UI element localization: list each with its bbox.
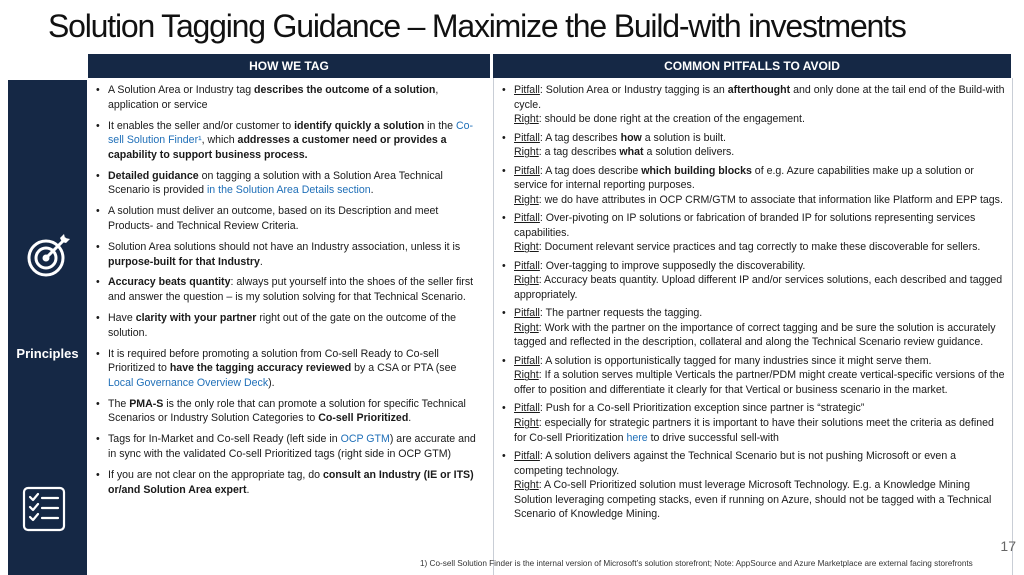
ocp-gtm-link[interactable]: OCP GTM bbox=[340, 433, 390, 446]
list-item: • Pitfall: Push for a Co-sell Prioritization exception since partner is “strategic” Right: especially for strategic partners it is important to have their solutions meet the criteria as defined for Co-sell Prioritization here to drive successful sell-with bbox=[514, 401, 1012, 445]
local-governance-deck-link[interactable]: Local Governance Overview Deck bbox=[108, 376, 269, 389]
list-item: • A solution must deliver an outcome, based on its Description and meet Products- and Technical Review Criteria. bbox=[108, 204, 488, 233]
page-title: Solution Tagging Guidance – Maximize the Build-with investments bbox=[48, 8, 906, 44]
list-item: • The PMA-S is the only role that can promote a solution for specific Technical Scenarios or Industry Solution Categories to Co-sell Prioritized. bbox=[108, 397, 488, 426]
list-item: • Tags for In-Market and Co-sell Ready (left side in OCP GTM) are accurate and in sync with the validated Co-sell Prioritized tags (right side in OCP GTM) bbox=[108, 432, 488, 461]
how-we-tag-column bbox=[88, 78, 488, 575]
checklist-icon bbox=[22, 486, 70, 532]
header-how-we-tag: HOW WE TAG bbox=[88, 54, 490, 78]
page-number: 17 bbox=[1000, 538, 1016, 554]
principles-label: Principles bbox=[16, 346, 79, 361]
prioritization-criteria-link[interactable]: here bbox=[626, 431, 648, 444]
list-item: • Pitfall: Over-tagging to improve supposedly the discoverability. Right: Accuracy beats quantity. Upload different IP and/or services solutions, each described and tagged appropriately. bbox=[514, 259, 1012, 303]
list-item: • Pitfall: The partner requests the tagging. Right: Work with the partner on the importance of correct tagging and be sure the solution is accurately tagged and reflected in the description, collateral and along the Technical Scenario review guidance. bbox=[514, 306, 1012, 350]
list-item: • If you are not clear on the appropriate tag, do consult an Industry (IE or ITS) or/and Solution Area expert. bbox=[108, 468, 488, 497]
principles-rail bbox=[8, 80, 87, 575]
list-item: • Pitfall: A solution is opportunistically tagged for many industries since it might serve them. Right: If a solution serves multiple Verticals the partner/PDM might create vertical-specific versions of the offer to position and differentiate it clearly for that Vertical or business scenario in the market. bbox=[514, 354, 1012, 398]
list-item: • Have clarity with your partner right out of the gate on the outcome of the solution. bbox=[108, 311, 488, 340]
list-item: • Accuracy beats quantity: always put yourself into the shoes of the seller first and answer the question – is my solution solving for that Technical Scenario. bbox=[108, 275, 488, 304]
header-common-pitfalls: COMMON PITFALLS TO AVOID bbox=[493, 54, 1011, 78]
list-item: • It is required before promoting a solution from Co-sell Ready to Co-sell Prioritized to have the tagging accuracy reviewed by a CSA or PTA (see Local Governance Overview Deck). bbox=[108, 347, 488, 391]
list-item: • It enables the seller and/or customer to identify quickly a solution in the Co-sell Solution Finder¹, which addresses a customer need or provides a capability to support business process. bbox=[108, 119, 488, 163]
target-icon bbox=[25, 232, 73, 278]
solution-area-details-link[interactable]: in the Solution Area Details section bbox=[206, 184, 371, 197]
list-item: • Pitfall: A tag describes how a solution is built. Right: a tag describes what a solution delivers. bbox=[514, 131, 1012, 160]
list-item: • Pitfall: Over-pivoting on IP solutions or fabrication of branded IP for solutions representing services capabilities. Right: Document relevant service practices and tag correctly to make these discoverable for sellers. bbox=[514, 211, 1012, 255]
list-item: • Solution Area solutions should not have an Industry association, unless it is purpose-built for that Industry. bbox=[108, 240, 488, 269]
pitfalls-column bbox=[493, 78, 1013, 575]
list-item: • Pitfall: Solution Area or Industry tagging is an afterthought and only done at the tail end of the Build-with cycle. Right: should be done right at the creation of the engagement. bbox=[514, 83, 1012, 127]
footnote: 1) Co-sell Solution Finder is the internal version of Microsoft’s solution storefront; Note: AppSource and Azure Marketplace are external facing storefronts bbox=[420, 559, 973, 568]
list-item: • A Solution Area or Industry tag describes the outcome of a solution, application or service bbox=[108, 83, 488, 112]
list-item: • Detailed guidance on tagging a solution with a Solution Area Technical Scenario is provided in the Solution Area Details section. bbox=[108, 169, 488, 198]
list-item: • Pitfall: A tag does describe which building blocks of e.g. Azure capabilities make up a solution or service for internal reporting purposes. Right: we do have attributes in OCP CRM/GTM to associate that information like Platform and EPP tags. bbox=[514, 164, 1012, 208]
list-item: • Pitfall: A solution delivers against the Technical Scenario but is not pushing Microsoft or even a competing technology. Right: A Co-sell Prioritized solution must leverage Microsoft Technology. E.g. a Knowledge Mining Solution leveraging competing stacks, even if running on Azure, should not be tagged with a Technical Scenario of Knowledge Mining. bbox=[514, 449, 1012, 522]
co-sell-solution-finder-link[interactable]: Co-sell Solution Finder¹ bbox=[108, 119, 474, 147]
